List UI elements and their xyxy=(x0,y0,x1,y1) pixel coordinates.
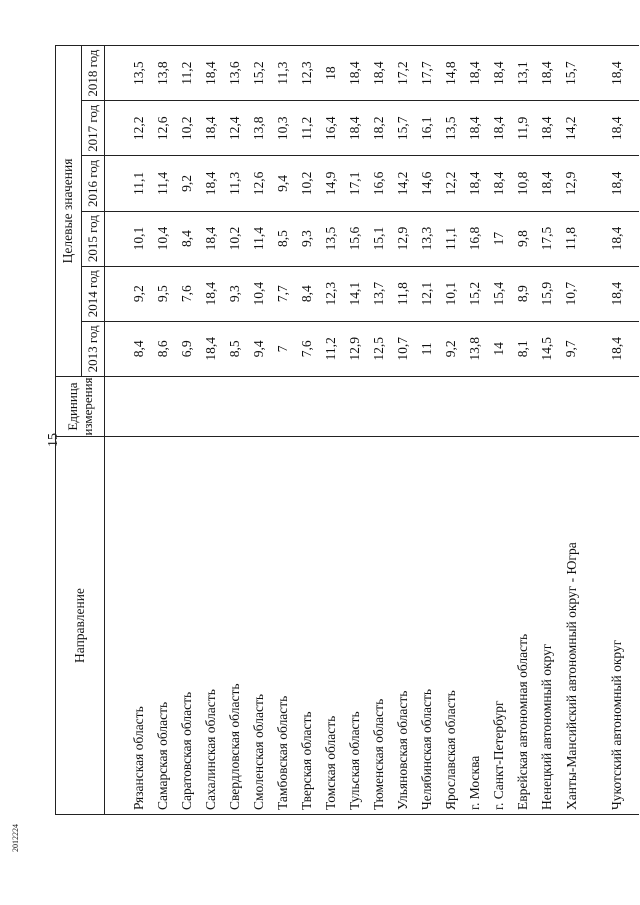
value-cell: 14,2 xyxy=(395,156,419,211)
value-cell: 12,5 xyxy=(371,321,395,376)
value-cell: 18,4 xyxy=(609,101,639,156)
value-cell: 18,4 xyxy=(539,101,563,156)
value-cell: 13,8 xyxy=(155,46,179,101)
value-cell: 17,5 xyxy=(539,211,563,266)
unit-cell xyxy=(131,376,155,436)
value-cell: 8,5 xyxy=(227,321,251,376)
region-name-cell: г. Москва xyxy=(467,437,491,815)
value-cell: 15,4 xyxy=(491,266,515,321)
value-cell: 12,2 xyxy=(443,156,467,211)
table-row xyxy=(299,46,323,815)
table-row xyxy=(395,46,419,815)
target-values-table xyxy=(55,45,639,815)
value-cell: 15,7 xyxy=(563,46,609,101)
value-cell: 7,6 xyxy=(299,321,323,376)
value-cell: 17,2 xyxy=(395,46,419,101)
value-cell: 18,4 xyxy=(467,156,491,211)
page-number: 15 xyxy=(46,433,61,447)
region-name-cell: Саратовская область xyxy=(179,437,203,815)
table-row xyxy=(467,46,491,815)
value-cell: 7 xyxy=(275,321,299,376)
value-cell: 8,5 xyxy=(275,211,299,266)
value-cell: 16,1 xyxy=(419,101,443,156)
value-cell: 11,4 xyxy=(155,156,179,211)
value-cell: 11,4 xyxy=(251,211,275,266)
value-cell: 9,2 xyxy=(443,321,467,376)
value-cell: 18,4 xyxy=(467,101,491,156)
value-cell: 14,8 xyxy=(443,46,467,101)
table-row xyxy=(347,46,371,815)
value-cell: 10,8 xyxy=(515,156,539,211)
region-name-cell: Ханты-Мансийский автономный округ - Югра xyxy=(563,437,609,815)
value-cell: 18,4 xyxy=(609,156,639,211)
value-cell: 11,2 xyxy=(323,321,347,376)
value-cell: 17 xyxy=(491,211,515,266)
value-cell: 13,1 xyxy=(515,46,539,101)
unit-cell xyxy=(371,376,395,436)
value-cell: 18,4 xyxy=(609,266,639,321)
table-body xyxy=(105,46,640,815)
region-name-cell: Еврейская автономная область xyxy=(515,437,539,815)
region-name-cell: Самарская область xyxy=(155,437,179,815)
value-cell: 12,9 xyxy=(563,156,609,211)
value-cell: 18,4 xyxy=(347,101,371,156)
value-cell: 18,4 xyxy=(491,46,515,101)
value-cell: 18,4 xyxy=(491,156,515,211)
value-cell: 7,6 xyxy=(179,266,203,321)
unit-cell xyxy=(419,376,443,436)
region-name-cell: Рязанская область xyxy=(131,437,155,815)
table-row xyxy=(419,46,443,815)
table-row xyxy=(203,46,227,815)
table-row xyxy=(371,46,395,815)
value-cell: 11,8 xyxy=(563,211,609,266)
value-cell: 10,7 xyxy=(395,321,419,376)
table-row xyxy=(227,46,251,815)
value-cell: 18,4 xyxy=(609,211,639,266)
value-cell: 18,4 xyxy=(609,321,639,376)
value-cell: 11 xyxy=(419,321,443,376)
value-cell: 10,2 xyxy=(227,211,251,266)
rotated-table-container xyxy=(55,45,624,815)
unit-cell xyxy=(275,376,299,436)
value-cell: 15,6 xyxy=(347,211,371,266)
unit-cell xyxy=(323,376,347,436)
value-cell: 11,2 xyxy=(179,46,203,101)
value-cell: 9,4 xyxy=(251,321,275,376)
value-cell: 10,1 xyxy=(131,211,155,266)
unit-cell xyxy=(299,376,323,436)
table-row xyxy=(609,46,639,815)
unit-cell xyxy=(227,376,251,436)
value-cell: 14 xyxy=(491,321,515,376)
unit-cell xyxy=(491,376,515,436)
column-header-target-values: Целевые значения xyxy=(56,46,82,377)
region-name-cell: Челябинская область xyxy=(419,437,443,815)
year-header: 2013 год xyxy=(81,321,104,376)
value-cell: 18,4 xyxy=(203,321,227,376)
value-cell: 14,5 xyxy=(539,321,563,376)
region-name-cell: г. Санкт-Петербург xyxy=(491,437,515,815)
table-row xyxy=(539,46,563,815)
region-name-cell: Тюменская область xyxy=(371,437,395,815)
unit-cell xyxy=(155,376,179,436)
unit-header-line1: Единица xyxy=(65,382,80,431)
unit-cell xyxy=(395,376,419,436)
value-cell: 15,1 xyxy=(371,211,395,266)
region-name-cell: Ярославская область xyxy=(443,437,467,815)
value-cell: 12,4 xyxy=(227,101,251,156)
year-header: 2016 год xyxy=(81,156,104,211)
table-row xyxy=(563,46,609,815)
value-cell: 18,4 xyxy=(203,266,227,321)
table-row xyxy=(131,46,155,815)
value-cell: 6,9 xyxy=(179,321,203,376)
value-cell: 14,2 xyxy=(563,101,609,156)
value-cell: 14,9 xyxy=(323,156,347,211)
table-row xyxy=(491,46,515,815)
value-cell: 9,4 xyxy=(275,156,299,211)
value-cell: 10,4 xyxy=(251,266,275,321)
value-cell: 13,7 xyxy=(371,266,395,321)
unit-cell xyxy=(563,376,609,436)
value-cell: 12,3 xyxy=(323,266,347,321)
value-cell: 12,1 xyxy=(419,266,443,321)
document-code: 2012224 xyxy=(11,824,20,852)
value-cell: 18,2 xyxy=(371,101,395,156)
region-name-cell: Тверская область xyxy=(299,437,323,815)
value-cell: 18,4 xyxy=(539,46,563,101)
region-name-cell: Ненецкий автономный округ xyxy=(539,437,563,815)
value-cell: 18,4 xyxy=(539,156,563,211)
year-header: 2017 год xyxy=(81,101,104,156)
table-row xyxy=(275,46,299,815)
year-header: 2014 год xyxy=(81,266,104,321)
unit-cell xyxy=(251,376,275,436)
value-cell: 11,9 xyxy=(515,101,539,156)
value-cell: 10,2 xyxy=(299,156,323,211)
value-cell: 8,4 xyxy=(179,211,203,266)
value-cell: 10,1 xyxy=(443,266,467,321)
value-cell: 8,4 xyxy=(131,321,155,376)
unit-header-line2: измерения xyxy=(80,377,95,436)
unit-cell xyxy=(179,376,203,436)
value-cell: 18,4 xyxy=(203,46,227,101)
value-cell: 17,1 xyxy=(347,156,371,211)
value-cell: 18,4 xyxy=(347,46,371,101)
value-cell: 15,7 xyxy=(395,101,419,156)
region-name-cell: Смоленская область xyxy=(251,437,275,815)
table-row xyxy=(179,46,203,815)
table-row xyxy=(443,46,467,815)
value-cell: 13,3 xyxy=(419,211,443,266)
value-cell: 16,6 xyxy=(371,156,395,211)
unit-cell xyxy=(467,376,491,436)
value-cell: 9,3 xyxy=(299,211,323,266)
region-name-cell: Тамбовская область xyxy=(275,437,299,815)
value-cell: 11,3 xyxy=(227,156,251,211)
value-cell: 12,9 xyxy=(395,211,419,266)
table-spacer-row xyxy=(105,46,132,815)
value-cell: 15,2 xyxy=(251,46,275,101)
value-cell: 8,9 xyxy=(515,266,539,321)
value-cell: 8,1 xyxy=(515,321,539,376)
value-cell: 8,6 xyxy=(155,321,179,376)
value-cell: 17,7 xyxy=(419,46,443,101)
region-name-cell: Тульская область xyxy=(347,437,371,815)
column-header-direction: Направление xyxy=(56,437,105,815)
value-cell: 13,5 xyxy=(443,101,467,156)
value-cell: 11,1 xyxy=(131,156,155,211)
region-name-cell: Ульяновская область xyxy=(395,437,419,815)
value-cell: 10,4 xyxy=(155,211,179,266)
value-cell: 9,7 xyxy=(563,321,609,376)
value-cell: 10,2 xyxy=(179,101,203,156)
year-header: 2015 год xyxy=(81,211,104,266)
value-cell: 11,1 xyxy=(443,211,467,266)
value-cell: 12,3 xyxy=(299,46,323,101)
value-cell: 12,6 xyxy=(155,101,179,156)
region-name-cell: Чукотский автономный округ xyxy=(609,437,639,815)
table-row xyxy=(515,46,539,815)
value-cell: 15,9 xyxy=(539,266,563,321)
value-cell: 14,1 xyxy=(347,266,371,321)
unit-cell xyxy=(347,376,371,436)
value-cell: 11,2 xyxy=(299,101,323,156)
table-row xyxy=(251,46,275,815)
value-cell: 12,2 xyxy=(131,101,155,156)
region-name-cell: Свердловская область xyxy=(227,437,251,815)
value-cell: 12,6 xyxy=(251,156,275,211)
value-cell: 18 xyxy=(323,46,347,101)
value-cell: 13,8 xyxy=(251,101,275,156)
value-cell: 18,4 xyxy=(203,101,227,156)
value-cell: 11,8 xyxy=(395,266,419,321)
table-row xyxy=(155,46,179,815)
unit-cell xyxy=(539,376,563,436)
value-cell: 9,3 xyxy=(227,266,251,321)
unit-cell xyxy=(515,376,539,436)
value-cell: 18,4 xyxy=(203,211,227,266)
table-row xyxy=(323,46,347,815)
unit-cell xyxy=(203,376,227,436)
region-name-cell: Сахалинская область xyxy=(203,437,227,815)
value-cell: 9,2 xyxy=(131,266,155,321)
value-cell: 13,5 xyxy=(131,46,155,101)
value-cell: 14,6 xyxy=(419,156,443,211)
value-cell: 8,4 xyxy=(299,266,323,321)
value-cell: 18,4 xyxy=(609,46,639,101)
value-cell: 16,8 xyxy=(467,211,491,266)
value-cell: 13,8 xyxy=(467,321,491,376)
value-cell: 10,3 xyxy=(275,101,299,156)
value-cell: 12,9 xyxy=(347,321,371,376)
value-cell: 9,8 xyxy=(515,211,539,266)
unit-cell xyxy=(443,376,467,436)
value-cell: 13,5 xyxy=(323,211,347,266)
unit-cell xyxy=(609,376,639,436)
year-header: 2018 год xyxy=(81,46,104,101)
value-cell: 18,4 xyxy=(467,46,491,101)
value-cell: 7,7 xyxy=(275,266,299,321)
value-cell: 16,4 xyxy=(323,101,347,156)
table-header xyxy=(56,46,105,815)
column-header-unit xyxy=(56,376,105,436)
value-cell: 15,2 xyxy=(467,266,491,321)
value-cell: 18,4 xyxy=(491,101,515,156)
value-cell: 18,4 xyxy=(371,46,395,101)
value-cell: 10,7 xyxy=(563,266,609,321)
value-cell: 9,2 xyxy=(179,156,203,211)
region-name-cell: Томская область xyxy=(323,437,347,815)
value-cell: 11,3 xyxy=(275,46,299,101)
value-cell: 18,4 xyxy=(203,156,227,211)
value-cell: 13,6 xyxy=(227,46,251,101)
value-cell: 9,5 xyxy=(155,266,179,321)
